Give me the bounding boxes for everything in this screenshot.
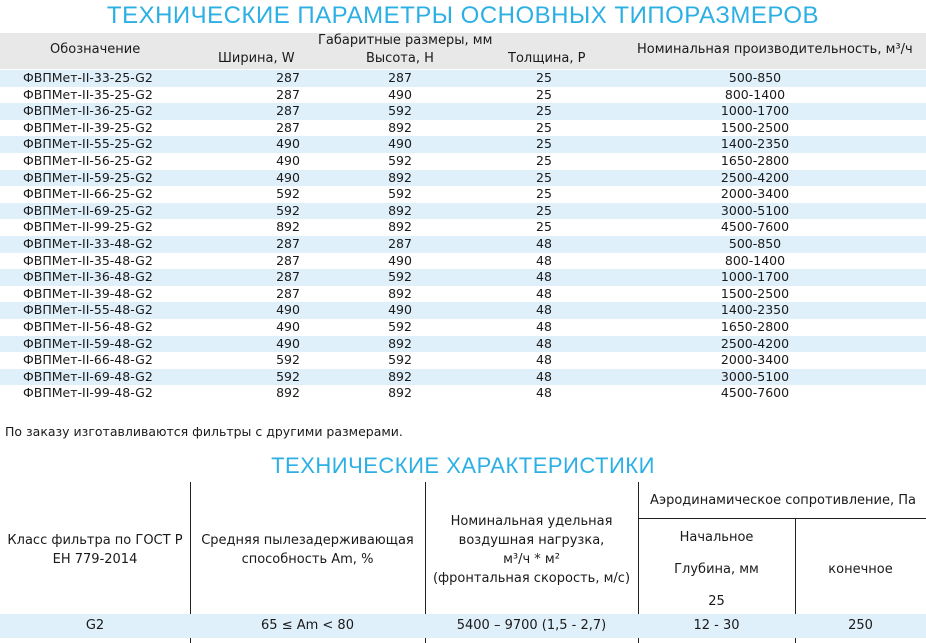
cell-thickness: 48: [536, 368, 552, 384]
cell-capacity: 1400-2350: [720, 136, 790, 152]
cell-designation: ФВПМет-II-56-48-G2: [23, 318, 153, 334]
cell-capacity: 4500-7600: [720, 219, 790, 235]
table-row: [0, 170, 926, 187]
cell-height: 592: [388, 352, 412, 368]
cell-capacity: 3000-5100: [720, 368, 790, 384]
cell-capacity: 4500-7600: [720, 385, 790, 401]
cell-thickness: 48: [536, 352, 552, 368]
cell-height: 490: [388, 252, 412, 268]
cell-height: 490: [388, 302, 412, 318]
table-row: [0, 70, 926, 87]
cell-thickness: 25: [536, 186, 552, 202]
col-class-header: [0, 531, 190, 569]
cell-width: 490: [276, 136, 300, 152]
col-depth-value: 25: [708, 594, 725, 609]
cell-capacity: 2500-4200: [720, 169, 790, 185]
cell-designation: ФВПМет-II-33-25-G2: [23, 70, 153, 85]
cell-class: G2: [85, 618, 105, 633]
cell-thickness: 48: [536, 252, 552, 268]
cell-designation: ФВПМет-II-59-48-G2: [23, 335, 153, 351]
note-text: По заказу изготавливаются фильтры с другими размерами.: [5, 424, 403, 439]
cell-designation: ФВПМет-II-33-48-G2: [23, 235, 153, 251]
cell-height: 892: [388, 219, 412, 235]
table-row: [0, 203, 926, 220]
cell-width: 592: [276, 352, 300, 368]
table-row: [0, 253, 926, 270]
cell-capacity: 1000-1700: [720, 103, 790, 119]
header-thickness: Толщина, P: [508, 51, 586, 66]
cell-capacity: 1650-2800: [720, 318, 790, 334]
cell-width: 892: [276, 385, 300, 401]
table-row: [0, 186, 926, 203]
cell-capacity: 2500-4200: [720, 335, 790, 351]
table2: [0, 482, 926, 643]
cell-width: 287: [276, 252, 300, 268]
cell-height: 490: [388, 86, 412, 102]
table-row: [0, 286, 926, 303]
cell-width: 592: [276, 202, 300, 218]
cell-width: 287: [276, 103, 300, 119]
cell-capacity: 1000-1700: [720, 269, 790, 285]
cell-thickness: 48: [536, 269, 552, 285]
cell-dust: 65 ≤ Am < 80: [261, 618, 354, 633]
cell-designation: ФВПМет-II-69-25-G2: [23, 202, 153, 218]
table1-body: [0, 70, 926, 402]
cell-designation: ФВПМет-II-36-48-G2: [23, 269, 153, 285]
cell-thickness: 48: [536, 235, 552, 251]
cell-thickness: 48: [536, 318, 552, 334]
cell-width: 287: [276, 70, 300, 85]
cell-capacity: 500-850: [728, 235, 782, 251]
cell-capacity: 800-1400: [724, 86, 786, 102]
col-depth-header: Глубина, мм: [674, 562, 759, 577]
cell-width: 287: [276, 285, 300, 301]
table-row: [0, 385, 926, 402]
params-title: ТЕХНИЧЕСКИЕ ПАРАМЕТРЫ ОСНОВНЫХ ТИПОРАЗМЕРОВ: [106, 2, 820, 29]
header-capacity: Номинальная производительность, м³/ч: [637, 42, 913, 57]
col-load-header: [425, 512, 638, 588]
cell-capacity: 1500-2500: [720, 285, 790, 301]
cell-height: 892: [388, 169, 412, 185]
table-row: [0, 120, 926, 137]
table2-data-row: [0, 614, 926, 638]
cell-designation: ФВПМет-II-99-48-G2: [23, 385, 153, 401]
table-row: [0, 153, 926, 170]
cell-load: 5400 – 9700 (1,5 - 2,7): [456, 618, 607, 633]
cell-initial: 12 - 30: [693, 618, 740, 633]
cell-designation: ФВПМет-II-99-25-G2: [23, 219, 153, 235]
col-load-line3: м³/ч * м²: [503, 552, 560, 567]
cell-thickness: 25: [536, 103, 552, 119]
cell-capacity: 1500-2500: [720, 119, 790, 135]
cell-width: 287: [276, 86, 300, 102]
table-row: [0, 103, 926, 120]
cell-thickness: 48: [536, 385, 552, 401]
col-load-line2: воздушная нагрузка,: [458, 533, 605, 548]
cell-height: 892: [388, 285, 412, 301]
cell-capacity: 2000-3400: [720, 352, 790, 368]
cell-width: 490: [276, 152, 300, 168]
col-dust-line2: способность Am, %: [241, 552, 374, 567]
cell-designation: ФВПМет-II-56-25-G2: [23, 152, 153, 168]
cell-thickness: 48: [536, 302, 552, 318]
table-row: [0, 87, 926, 104]
cell-capacity: 500-850: [728, 70, 782, 85]
cell-capacity: 1650-2800: [720, 152, 790, 168]
col-aero-header: Аэродинамическое сопротивление, Па: [650, 493, 916, 508]
cell-designation: ФВПМет-II-66-25-G2: [23, 186, 153, 202]
table1-header: [0, 33, 926, 69]
cell-capacity: 3000-5100: [720, 202, 790, 218]
table-row: [0, 236, 926, 253]
cell-designation: ФВПМет-II-69-48-G2: [23, 368, 153, 384]
cell-height: 892: [388, 119, 412, 135]
table-row: [0, 369, 926, 386]
cell-height: 287: [388, 235, 412, 251]
cell-final: 250: [848, 618, 873, 633]
cell-width: 490: [276, 302, 300, 318]
col-load-line1: Номинальная удельная: [450, 514, 613, 529]
header-height: Высота, H: [366, 51, 434, 66]
cell-thickness: 25: [536, 202, 552, 218]
header-overall-dimensions: Габаритные размеры, мм: [318, 33, 493, 48]
cell-thickness: 48: [536, 335, 552, 351]
table-row: [0, 136, 926, 153]
cell-thickness: 25: [536, 70, 552, 85]
table-row: [0, 219, 926, 236]
cell-height: 592: [388, 152, 412, 168]
cell-designation: ФВПМет-II-66-48-G2: [23, 352, 153, 368]
cell-height: 592: [388, 103, 412, 119]
cell-designation: ФВПМет-II-36-25-G2: [23, 103, 153, 119]
header-designation: Обозначение: [50, 42, 141, 57]
cell-height: 592: [388, 269, 412, 285]
col-initial-header: Начальное: [679, 530, 754, 545]
col-class-line2: ЕН 779-2014: [52, 552, 138, 567]
cell-designation: ФВПМет-II-39-48-G2: [23, 285, 153, 301]
cell-designation: ФВПМет-II-55-25-G2: [23, 136, 153, 152]
cell-width: 490: [276, 335, 300, 351]
cell-designation: ФВПМет-II-35-48-G2: [23, 252, 153, 268]
cell-designation: ФВПМет-II-55-48-G2: [23, 302, 153, 318]
cell-designation: ФВПМет-II-39-25-G2: [23, 119, 153, 135]
specs-title: ТЕХНИЧЕСКИЕ ХАРАКТЕРИСТИКИ: [271, 453, 655, 478]
cell-designation: ФВПМет-II-35-25-G2: [23, 86, 153, 102]
cell-height: 287: [388, 70, 412, 85]
cell-capacity: 2000-3400: [720, 186, 790, 202]
cell-thickness: 25: [536, 136, 552, 152]
col-load-line4: (фронтальная скорость, м/с): [432, 571, 631, 586]
table-row: [0, 302, 926, 319]
cell-width: 490: [276, 318, 300, 334]
cell-width: 287: [276, 235, 300, 251]
cell-height: 892: [388, 385, 412, 401]
cell-thickness: 25: [536, 119, 552, 135]
cell-designation: ФВПМет-II-59-25-G2: [23, 169, 153, 185]
cell-height: 892: [388, 368, 412, 384]
cell-height: 592: [388, 186, 412, 202]
col-final-header: конечное: [828, 562, 893, 577]
cell-width: 592: [276, 186, 300, 202]
table-row: [0, 269, 926, 286]
cell-height: 490: [388, 136, 412, 152]
col-dust-header: [190, 531, 425, 569]
cell-height: 892: [388, 202, 412, 218]
header-width: Ширина, W: [218, 51, 295, 66]
cell-width: 490: [276, 169, 300, 185]
col-class-line1: Класс фильтра по ГОСТ Р: [7, 533, 183, 548]
cell-thickness: 48: [536, 285, 552, 301]
cell-thickness: 25: [536, 219, 552, 235]
cell-width: 287: [276, 269, 300, 285]
table-row: [0, 352, 926, 369]
cell-width: 592: [276, 368, 300, 384]
divider: [638, 518, 926, 519]
cell-width: 287: [276, 119, 300, 135]
cell-thickness: 25: [536, 169, 552, 185]
cell-height: 892: [388, 335, 412, 351]
cell-thickness: 25: [536, 86, 552, 102]
cell-height: 592: [388, 318, 412, 334]
table-row: [0, 319, 926, 336]
cell-width: 892: [276, 219, 300, 235]
cell-capacity: 800-1400: [724, 252, 786, 268]
table-row: [0, 336, 926, 353]
cell-capacity: 1400-2350: [720, 302, 790, 318]
col-dust-line1: Средняя пылезадерживающая: [201, 533, 414, 548]
cell-thickness: 25: [536, 152, 552, 168]
